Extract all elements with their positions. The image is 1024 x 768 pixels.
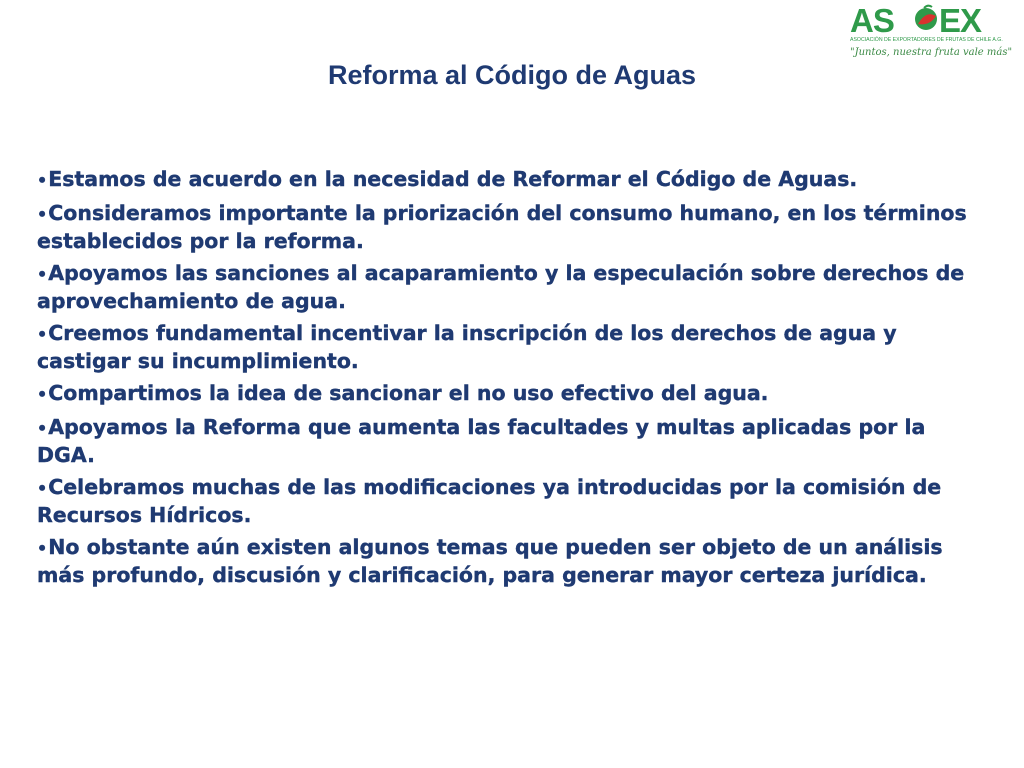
bullet-text: Creemos fundamental incentivar la inscripción de los derechos de agua y castigar su incumplimiento. [37,321,897,373]
bullet-text: Consideramos importante la priorización del consumo humano, en los términos establecidos por la reforma. [37,201,967,253]
bullet-marker: • [37,385,48,404]
bullet-item [37,260,987,314]
bullet-marker: • [37,325,48,344]
bullet-text: Estamos de acuerdo en la necesidad de Reformar el Código de Aguas. [48,167,858,191]
bullet-marker: • [37,419,48,438]
bullet-item [37,474,987,528]
bullet-item [37,414,987,468]
bullet-marker: • [37,171,48,190]
fruit-emblem-icon [915,6,937,30]
bullet-item [37,380,987,408]
svg-text:AS: AS [850,2,894,39]
bullet-marker: • [37,265,48,284]
bullet-item [37,166,987,194]
svg-text:EX: EX [939,2,982,39]
bullet-text: Apoyamos las sanciones al acaparamiento y la especulación sobre derechos de aprovechamiento de agua. [37,261,965,313]
bullet-marker: • [37,205,48,224]
bullet-item [37,200,987,254]
bullet-list [37,166,987,594]
bullet-marker: • [37,479,48,498]
asoex-logo [846,2,1020,62]
bullet-text: No obstante aún existen algunos temas que pueden ser objeto de un análisis más profundo, discusión y clarificación, para generar mayor certeza jurídica. [37,535,943,587]
bullet-item [37,320,987,374]
bullet-text: Apoyamos la Reforma que aumenta las facultades y multas aplicadas por la DGA. [37,415,926,467]
bullet-item [37,534,987,588]
bullet-marker: • [37,539,48,558]
svg-text:"Juntos, nuestra fruta vale má: "Juntos, nuestra fruta vale más" [850,47,1013,58]
svg-text:ASOCIACIÓN DE EXPORTADORES DE: ASOCIACIÓN DE EXPORTADORES DE FRUTAS DE CHILE A.G. [850,37,1003,43]
bullet-text: Celebramos muchas de las modificaciones ya introducidas por la comisión de Recursos Hídricos. [37,475,942,527]
slide-title: Reforma al Código de Aguas [327,60,697,90]
bullet-text: Compartimos la idea de sancionar el no uso efectivo del agua. [48,381,769,405]
